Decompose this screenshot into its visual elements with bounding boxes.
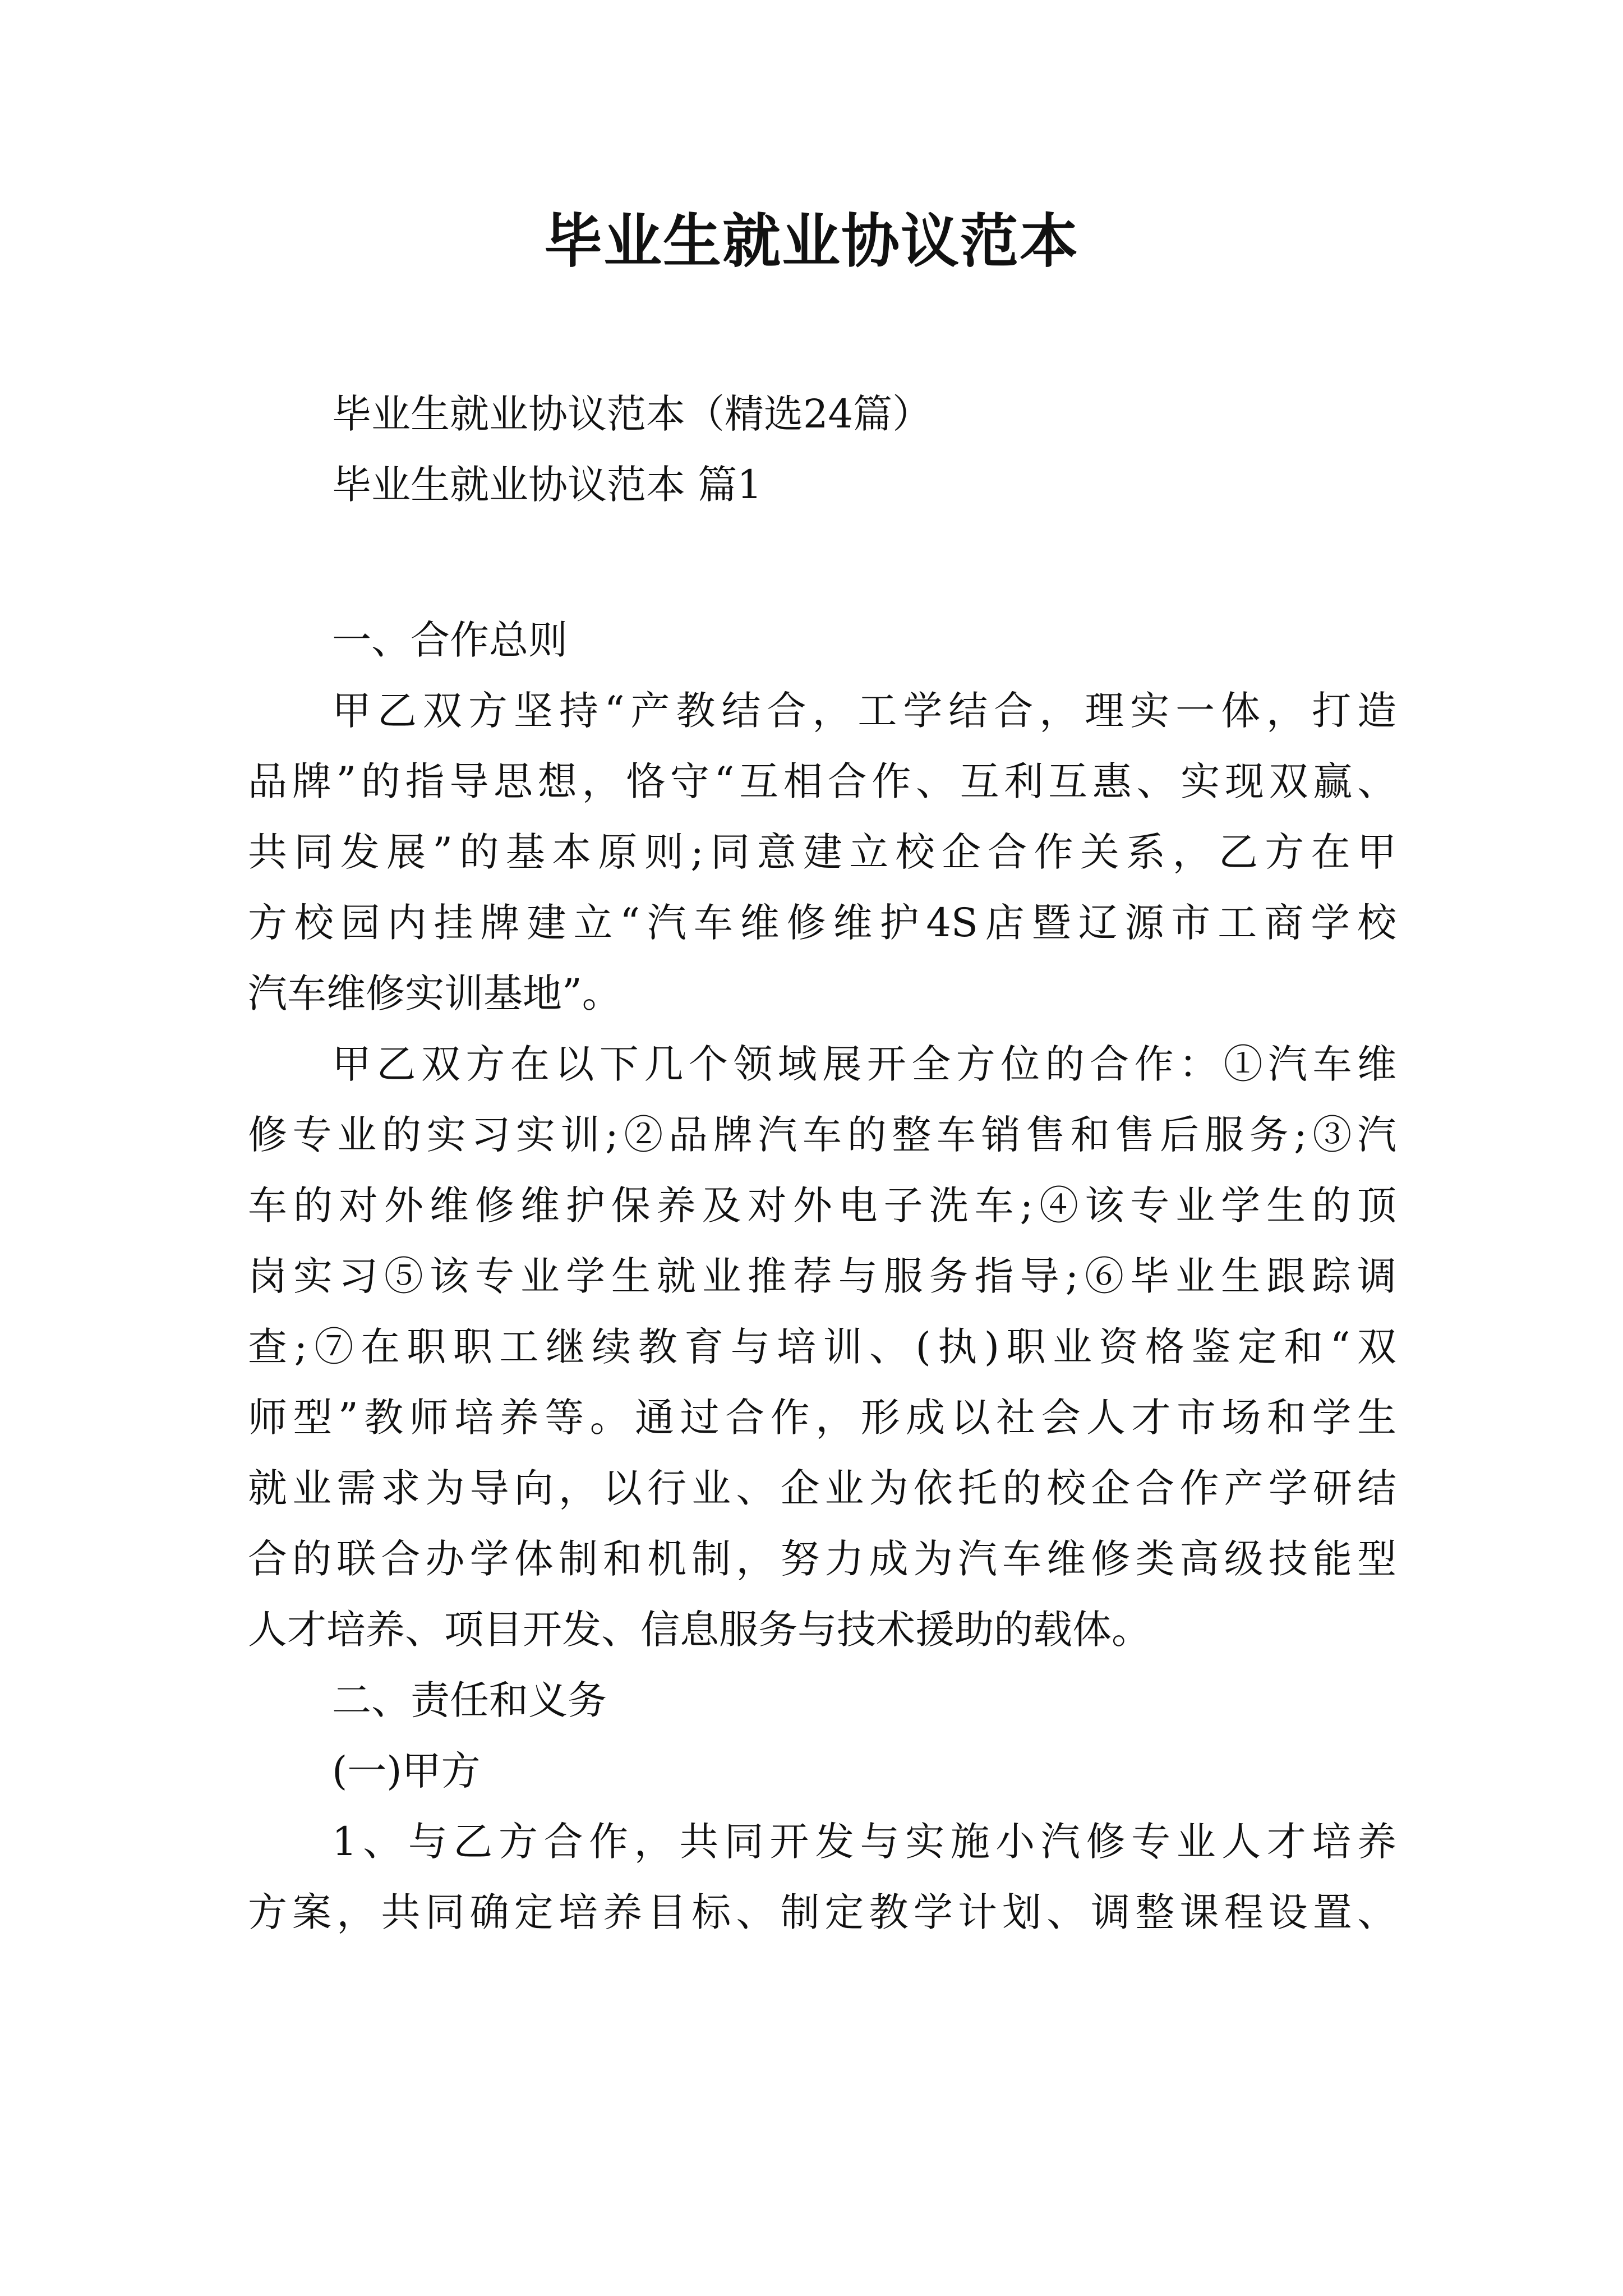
paragraph-line: 就业需求为导向，以行业、企业为依托的校企合作产学研结: [248, 1465, 1396, 1511]
chapter-heading: 毕业生就业协议范本 篇1: [332, 462, 762, 508]
paragraph-line: 1、与乙方合作，共同开发与实施小汽修专业人才培养: [332, 1819, 1396, 1865]
section-heading-2: 二、责任和义务: [332, 1677, 607, 1723]
section-heading-1: 一、合作总则: [332, 617, 568, 663]
paragraph-line: 人才培养、项目开发、信息服务与技术援助的载体。: [248, 1607, 1151, 1653]
paragraph-line: 甲乙双方在以下几个领域展开全方位的合作：①汽车维: [332, 1041, 1396, 1087]
document-title: 毕业生就业协议范本: [543, 206, 1079, 275]
paragraph-line: 品牌”的指导思想，恪守“互相合作、互利互惠、实现双赢、: [248, 758, 1396, 804]
paragraph-line: 查;⑦在职职工继续教育与培训、(执)职业资格鉴定和“双: [248, 1324, 1396, 1370]
paragraph-line: 师型”教师培养等。通过合作，形成以社会人才市场和学生: [248, 1395, 1396, 1441]
paragraph-line: 岗实习⑤该专业学生就业推荐与服务指导;⑥毕业生跟踪调: [248, 1253, 1396, 1299]
paragraph-line: 甲乙双方坚持“产教结合，工学结合，理实一体，打造: [332, 688, 1396, 734]
document-subtitle: 毕业生就业协议范本（精选24篇）: [332, 391, 932, 437]
paragraph-line: 汽车维修实训基地”。: [248, 970, 621, 1016]
paragraph-line: 共同发展”的基本原则;同意建立校企合作关系，乙方在甲: [248, 829, 1396, 875]
paragraph-line: 车的对外维修维护保养及对外电子洗车;④该专业学生的顶: [248, 1182, 1396, 1228]
paragraph-line: 修专业的实习实训;②品牌汽车的整车销售和售后服务;③汽: [248, 1112, 1396, 1158]
subsection-heading: (一)甲方: [332, 1748, 481, 1794]
paragraph-line: 合的联合办学体制和机制，努力成为汽车维修类高级技能型: [248, 1536, 1396, 1582]
paragraph-line: 方校园内挂牌建立“汽车维修维护4S店暨辽源市工商学校: [248, 900, 1396, 946]
paragraph-line: 方案，共同确定培养目标、制定教学计划、调整课程设置、: [248, 1889, 1396, 1935]
